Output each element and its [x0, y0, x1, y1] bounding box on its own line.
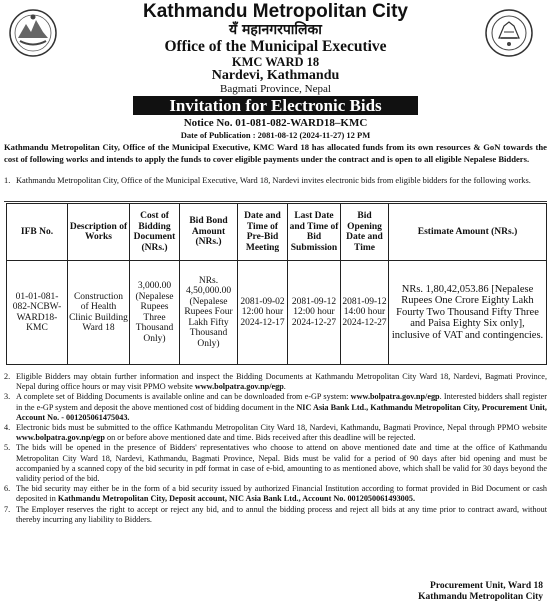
- province-title: Bagmati Province, Nepal: [220, 83, 331, 95]
- intro-paragraph: Kathmandu Metropolitan City, Office of the Municipal Executive, KMC Ward 18 has allocated funds from its own resources & GoN towards the cost of following works and intends to apply the funds to cover eligible payments under the contract and is open to all eligible Nepalese Bidders.: [4, 142, 547, 164]
- list-item-text: The bids will be opened in the presence of Bidders' representatives who choose to attend on above mentioned date and time at the office of Kathmandu Metropolitan City Ward 18, Nardevi, Kathmandu, Bagmati Province, Nepal. Bids must be valid for a period of 90 days after bid opening and must be accompanied by a scanned copy of the bid security in pdf format in case of e-bid, amounting to as mentioned above, which shall be valid for 30 days beyond the validity period of the bid.: [16, 443, 547, 484]
- invitation-banner: Invitation for Electronic Bids: [133, 96, 418, 115]
- list-item-1: [4, 176, 547, 187]
- column-header: Last Date and Time of Bid Submission: [288, 204, 341, 261]
- list-item-text: Electronic bids must be submitted to the office Kathmandu Metropolitan City Ward 18, Nardevi, Kathmandu, Bagmati Province, Nepal through PPMO website www.bolpatra.gov.np/egp on or before above mentioned date and time. Bids received after this deadline will be rejected.: [16, 423, 547, 443]
- nepal-emblem-logo: [8, 8, 58, 58]
- list-item-number: 7.: [4, 504, 11, 514]
- conditions-list: [4, 372, 547, 525]
- list-item: [4, 372, 547, 392]
- column-header: Description of Works: [68, 204, 130, 261]
- description-cell: Construction of Health Clinic Building Ward 18: [68, 261, 130, 365]
- list-item: [4, 484, 547, 504]
- column-header: Estimate Amount (NRs.): [389, 204, 547, 261]
- column-header: Date and Time of Pre-Bid Meeting: [238, 204, 288, 261]
- estimate-amount-cell: NRs. 1,80,42,053.86 [Nepalese Rupees One Crore Eighty Lakh Fourty Two Thousand Fifty Three and Paisa Eighty Six only], inclusive of VAT and contingencies.: [389, 261, 547, 365]
- list-item-text: The bid security may either be in the form of a bid security issued by authorized Financial Institution according to format provided in Bid Document or cash deposited in Kathmandu Metropolitan City, Deposit account, NIC Asia Bank Ltd., Account No. 0012050061493005.: [16, 484, 547, 504]
- signature-unit: Procurement Unit, Ward 18: [430, 581, 543, 591]
- list-item-number: 5.: [4, 443, 11, 453]
- column-header: Bid Opening Date and Time: [341, 204, 389, 261]
- list-item-text: A complete set of Bidding Documents is available online and can be downloaded from e-GP system: www.bolpatra.gov.np/egp. Interested bidders shall register in the e-GP system and deposit the above mentioned cost of bidding document in the NIC Asia Bank Ltd., Kathmandu Metropolitan City, Procurement Unit, Account No. - 001205061475043.: [16, 392, 547, 422]
- list-item-number: 1.: [4, 176, 11, 185]
- publication-date: Date of Publication : 2081-08-12 (2024-11-27) 12 PM: [180, 130, 371, 140]
- location-title: Nardevi, Kathmandu: [211, 68, 340, 83]
- list-item-number: 3.: [4, 392, 11, 402]
- list-item-number: 2.: [4, 372, 11, 381]
- prebid-meeting-cell: 2081-09-02 12:00 hour 2024-12-17: [238, 261, 288, 365]
- ifb-number-cell: 01-01-081-082-NCBW-WARD18-KMC: [7, 261, 68, 365]
- list-item-text: Kathmandu Metropolitan City, Office of the Municipal Executive, Ward 18, Nardevi invites electronic bids from eligible bidders for the following works.: [16, 176, 531, 185]
- kmc-seal-logo: [484, 8, 534, 58]
- list-item: [4, 443, 547, 484]
- list-item: [4, 423, 547, 443]
- divider: [4, 201, 547, 202]
- notice-number: Notice No. 01-081-082-WARD18–KMC: [183, 117, 368, 129]
- list-item: [4, 392, 547, 423]
- cost-cell: 3,000.00 (Nepalese Rupees Three Thousand Only): [130, 261, 180, 365]
- column-header: Bid Bond Amount (NRs.): [180, 204, 238, 261]
- bids-table: [6, 203, 547, 365]
- table-header-row: [7, 204, 547, 261]
- city-title-nepali: यँ महानगरपालिका: [229, 22, 322, 38]
- list-item: [4, 505, 547, 525]
- office-title: Office of the Municipal Executive: [164, 38, 387, 55]
- column-header: Cost of Bidding Document (NRs.): [130, 204, 180, 261]
- opening-date-cell: 2081-09-12 14:00 hour 2024-12-27: [341, 261, 389, 365]
- list-item-number: 6.: [4, 484, 11, 494]
- ward-title: KMC WARD 18: [231, 55, 320, 69]
- list-item-number: 4.: [4, 423, 11, 433]
- signature-office: Kathmandu Metropolitan City: [418, 592, 543, 602]
- table-row: [7, 261, 547, 365]
- submission-date-cell: 2081-09-12 12:00 hour 2024-12-27: [288, 261, 341, 365]
- list-item-text: The Employer reserves the right to accept or reject any bid, and to annul the bidding process and reject all bids at any time prior to contract award, without thereby incurring any liability to Bidders.: [16, 504, 547, 524]
- list-item-text: Eligible Bidders may obtain further information and inspect the Bidding Documents at Kathmandu Metropolitan City Ward 18, Nardevi, Bagmati Province, Nepal during office hours or may visit PPMO website www.bolpatra.gov.np/egp.: [16, 372, 547, 392]
- column-header: IFB No.: [7, 204, 68, 261]
- bid-bond-cell: NRs. 4,50,000.00 (Nepalese Rupees Four Lakh Fifty Thousand Only): [180, 261, 238, 365]
- city-title: Kathmandu Metropolitan City: [143, 1, 408, 22]
